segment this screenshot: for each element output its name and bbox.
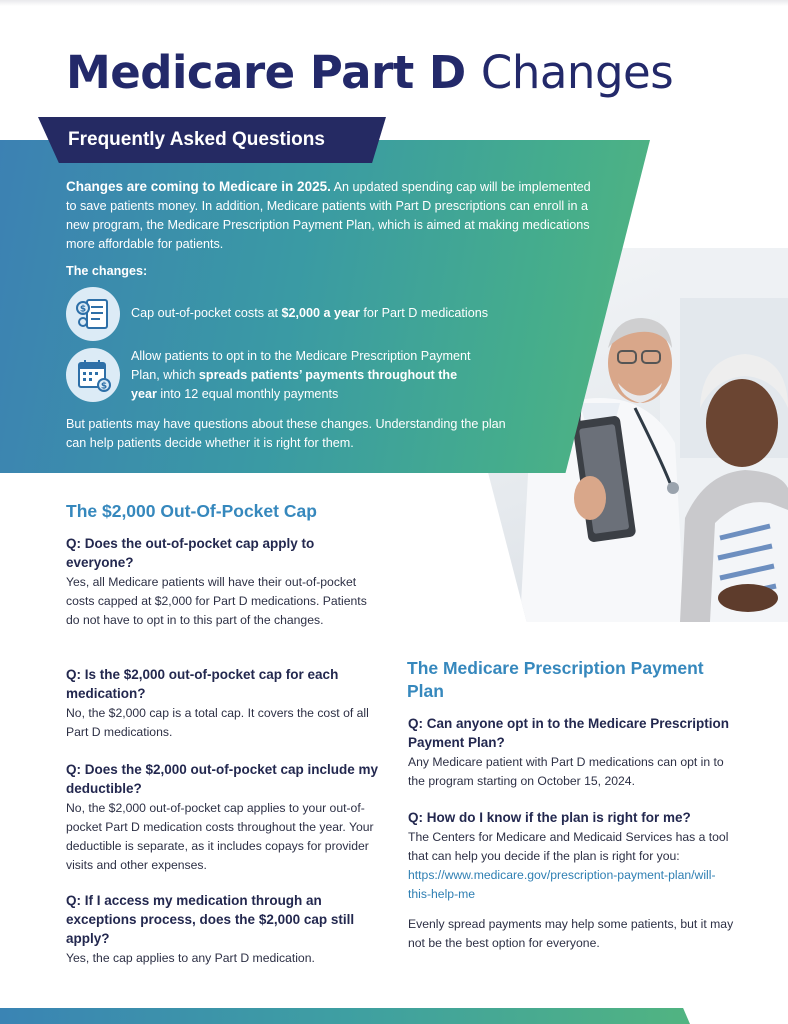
faq-question: Q: If I access my medication through an exceptions process, does the $2,000 cap still apply? xyxy=(66,893,355,946)
intro-paragraph xyxy=(66,177,596,254)
faq-question: Q: Does the out-of-pocket cap apply to everyone? xyxy=(66,536,315,570)
faq-item xyxy=(66,534,371,630)
outro-paragraph: But patients may have questions about these changes. Understanding the plan can help patients decide whether it is right for them. xyxy=(66,417,506,450)
change-1-post: for Part D medications xyxy=(359,306,489,320)
faq-item xyxy=(408,808,738,953)
faq-item xyxy=(66,760,384,875)
faq-question: Q: How do I know if the plan is right for me? xyxy=(408,810,691,825)
faq-answer: No, the $2,000 cap is a total cap. It covers the cost of all Part D medications. xyxy=(66,706,369,739)
page-title xyxy=(66,46,673,99)
faq-item xyxy=(66,665,381,742)
faq-question: Q: Does the $2,000 out-of-pocket cap include my deductible? xyxy=(66,762,379,796)
faq-answer: Yes, the cap applies to any Part D medication. xyxy=(66,951,315,965)
faq-answer: Yes, all Medicare patients will have their out-of-pocket costs capped at $2,000 for Part D medications. Patients do not have to opt in to this part of the changes. xyxy=(66,575,367,627)
medicare-tool-link[interactable]: https://www.medicare.gov/prescription-payment-plan/will-this-help-me xyxy=(408,868,716,901)
faq-question: Q: Is the $2,000 out-of-pocket cap for each medication? xyxy=(66,667,339,701)
change-1-bold: $2,000 a year xyxy=(281,306,360,320)
svg-text:$: $ xyxy=(79,304,87,315)
change-2-bold: spreads patients’ payments throughout the year xyxy=(131,368,458,401)
faq-question: Q: Can anyone opt in to the Medicare Prescription Payment Plan? xyxy=(408,716,730,750)
faq-item xyxy=(408,714,733,791)
change-1-pre: Cap out-of-pocket costs at xyxy=(131,306,282,320)
cap-section-heading: The $2,000 Out-Of-Pocket Cap xyxy=(66,501,317,521)
top-shade xyxy=(0,0,788,6)
faq-answer xyxy=(408,828,738,904)
change-2-post: into 12 equal monthly payments xyxy=(156,387,339,401)
money-document-icon xyxy=(66,287,120,341)
faq-banner-title: Frequently Asked Questions xyxy=(68,129,325,150)
faq-answer: No, the $2,000 out-of-pocket cap applies to your out-of-pocket Part D medication costs throughout the year. Your deductible is separate, as it includes copays for provider visits and other expenses. xyxy=(66,801,374,872)
intro-body: An updated spending cap will be implemented to save patients money. In addition, Medicare patients with Part D prescriptions can enroll in a new program, the Medicare Prescription Payment Plan, which is aimed at making medications more affordable for patients. xyxy=(66,180,591,251)
faq-item xyxy=(66,891,384,968)
title-light: Changes xyxy=(480,46,674,99)
change-1 xyxy=(131,304,551,323)
plan-section-heading: The Medicare Prescription Payment Plan xyxy=(407,658,704,701)
changes-label: The changes: xyxy=(66,264,148,278)
intro-lead: Changes are coming to Medicare in 2025. xyxy=(66,179,331,194)
change-2-pre: Allow patients to opt in to the Medicare Prescription Payment Plan, which xyxy=(131,349,471,382)
change-2 xyxy=(131,347,471,404)
svg-text:$: $ xyxy=(100,381,108,392)
calendar-money-icon xyxy=(66,348,120,402)
faq-answer-note: Evenly spread payments may help some patients, but it may not be the best option for everyone. xyxy=(408,917,734,950)
faq-answer-text: The Centers for Medicare and Medicaid Services has a tool that can help you decide if the plan is right for you: xyxy=(408,830,729,863)
bottom-accent-bar xyxy=(0,1008,690,1024)
title-bold: Medicare Part D xyxy=(66,46,466,99)
faq-answer: Any Medicare patient with Part D medications can opt in to the program starting on October 15, 2024. xyxy=(408,755,724,788)
